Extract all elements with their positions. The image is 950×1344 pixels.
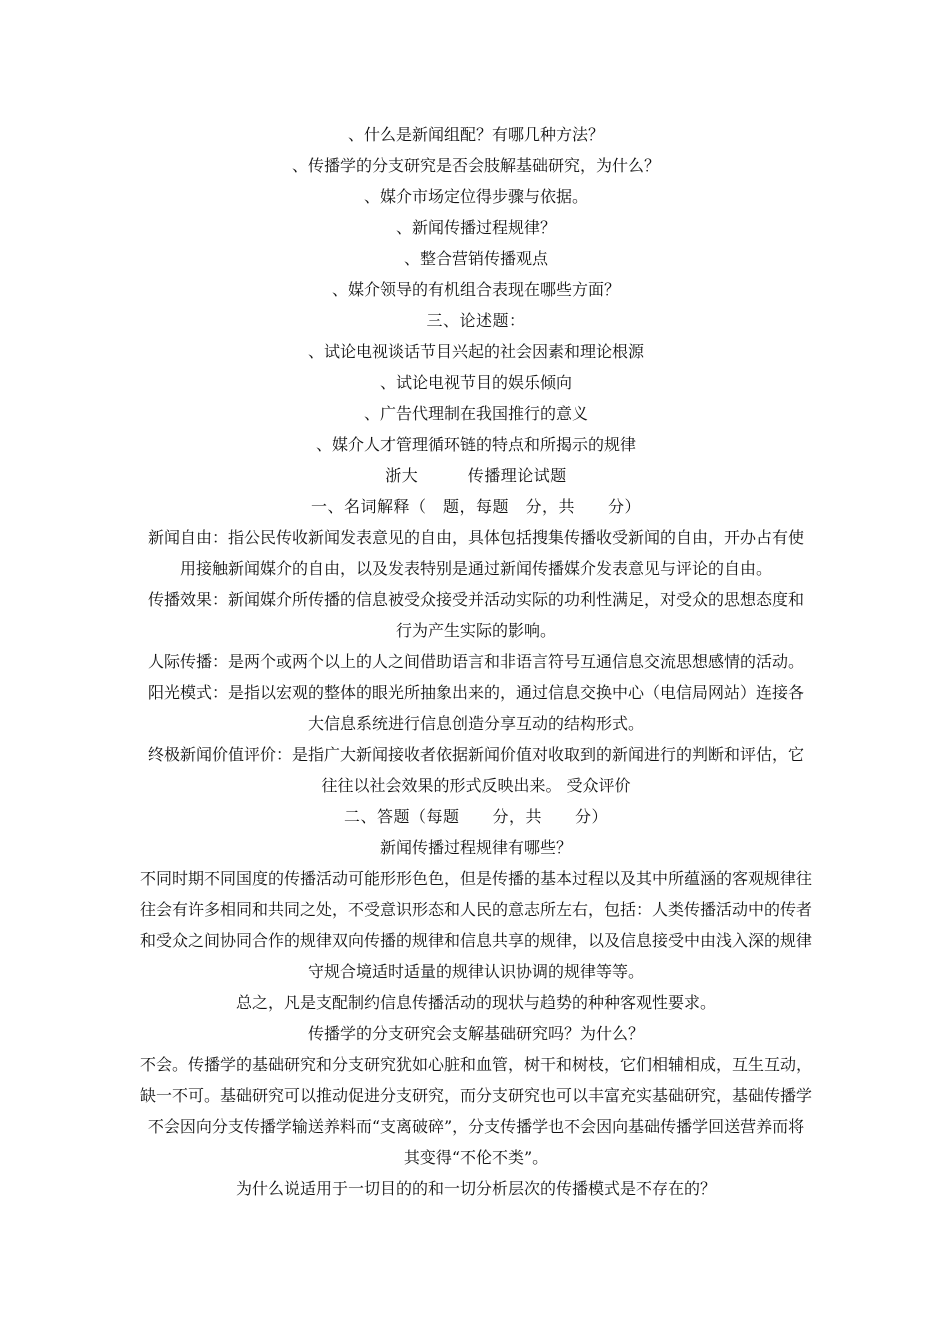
exam-title: 浙大 传播理论试题 [385, 466, 567, 485]
question-2-answer: 不会。传播学的基础研究和分支研究犹如心脏和血管，树干和树枝，它们相辅相成，互生互动，缺一不可。基础研究可以推动促进分支研究，而分支研究也可以丰富充实基础研究，基础传播学不会因向分支传播学输送养料而“支离破碎”，分支传播学也不会因向基础传播学回送营养而将其变得“不伦不类”。 [140, 1055, 813, 1167]
short-question-5: 、整合营销传播观点 [403, 249, 548, 268]
question-1-summary: 总之，凡是支配制约信息传播活动的现状与趋势的种种客观性要求。 [235, 993, 716, 1012]
essay-question-4: 、媒介人才管理循环链的特点和所揭示的规律 [315, 435, 636, 454]
question-1-title: 新闻传播过程规律有哪些？ [379, 838, 572, 857]
essay-question-3: 、广告代理制在我国推行的意义 [363, 404, 588, 423]
short-question-3: 、媒介市场定位得步骤与依据。 [363, 187, 588, 206]
definition-sunshine-model: 阳光模式：是指以宏观的整体的眼光所抽象出来的，通过信息交换中心（电信局网站）连接各大信息系统进行信息创造分享互动的结构形式。 [147, 683, 804, 733]
question-3-title: 为什么说适用于一切目的的和一切分析层次的传播模式是不存在的？ [235, 1179, 716, 1198]
question-1-answer: 不同时期不同国度的传播活动可能形形色色，但是传播的基本过程以及其中所蕴涵的客观规律往往会有许多相同和共同之处，不受意识形态和人民的意志所左右，包括：人类传播活动中的传者和受众之间协同合作的规律双向传播的规律和信息共享的规律，以及信息接受中由浅入深的规律守规合境适时适量的规律认识协调的规律等等。 [140, 869, 813, 981]
short-question-6: 、媒介领导的有机组合表现在哪些方面？ [331, 280, 620, 299]
essay-heading: 三、论述题： [426, 311, 526, 330]
short-question-2: 、传播学的分支研究是否会肢解基础研究，为什么？ [291, 156, 660, 175]
essay-question-2: 、试论电视节目的娱乐倾向 [379, 373, 572, 392]
definition-interpersonal-communication: 人际传播：是两个或两个以上的人之间借助语言和非语言符号互通信息交流思想感情的活动。 [147, 652, 804, 671]
short-question-4: 、新闻传播过程规律？ [395, 218, 556, 237]
question-2-title: 传播学的分支研究会支解基础研究吗？为什么？ [307, 1024, 644, 1043]
short-question-1: 、什么是新闻组配？有哪几种方法？ [347, 125, 604, 144]
section-1-heading: 一、名词解释（ 题，每题 分，共 分） [310, 497, 641, 516]
section-2-heading: 二、答题（每题 分，共 分） [343, 807, 608, 826]
definition-news-freedom: 新闻自由：指公民传收新闻发表意见的自由，具体包括搜集传播收受新闻的自由，开办占有使用接触新闻媒介的自由，以及发表特别是通过新闻传播媒介发表意见与评论的自由。 [147, 528, 804, 578]
essay-question-1: 、试论电视谈话节目兴起的社会因素和理论根源 [307, 342, 644, 361]
definition-communication-effect: 传播效果：新闻媒介所传播的信息被受众接受并活动实际的功利性满足，对受众的思想态度和行为产生实际的影响。 [147, 590, 804, 640]
definition-ultimate-news-value: 终极新闻价值评价：是指广大新闻接收者依据新闻价值对收取到的新闻进行的判断和评估，它往往以社会效果的形式反映出来。 受众评价 [147, 745, 804, 795]
document-body [140, 119, 812, 1204]
